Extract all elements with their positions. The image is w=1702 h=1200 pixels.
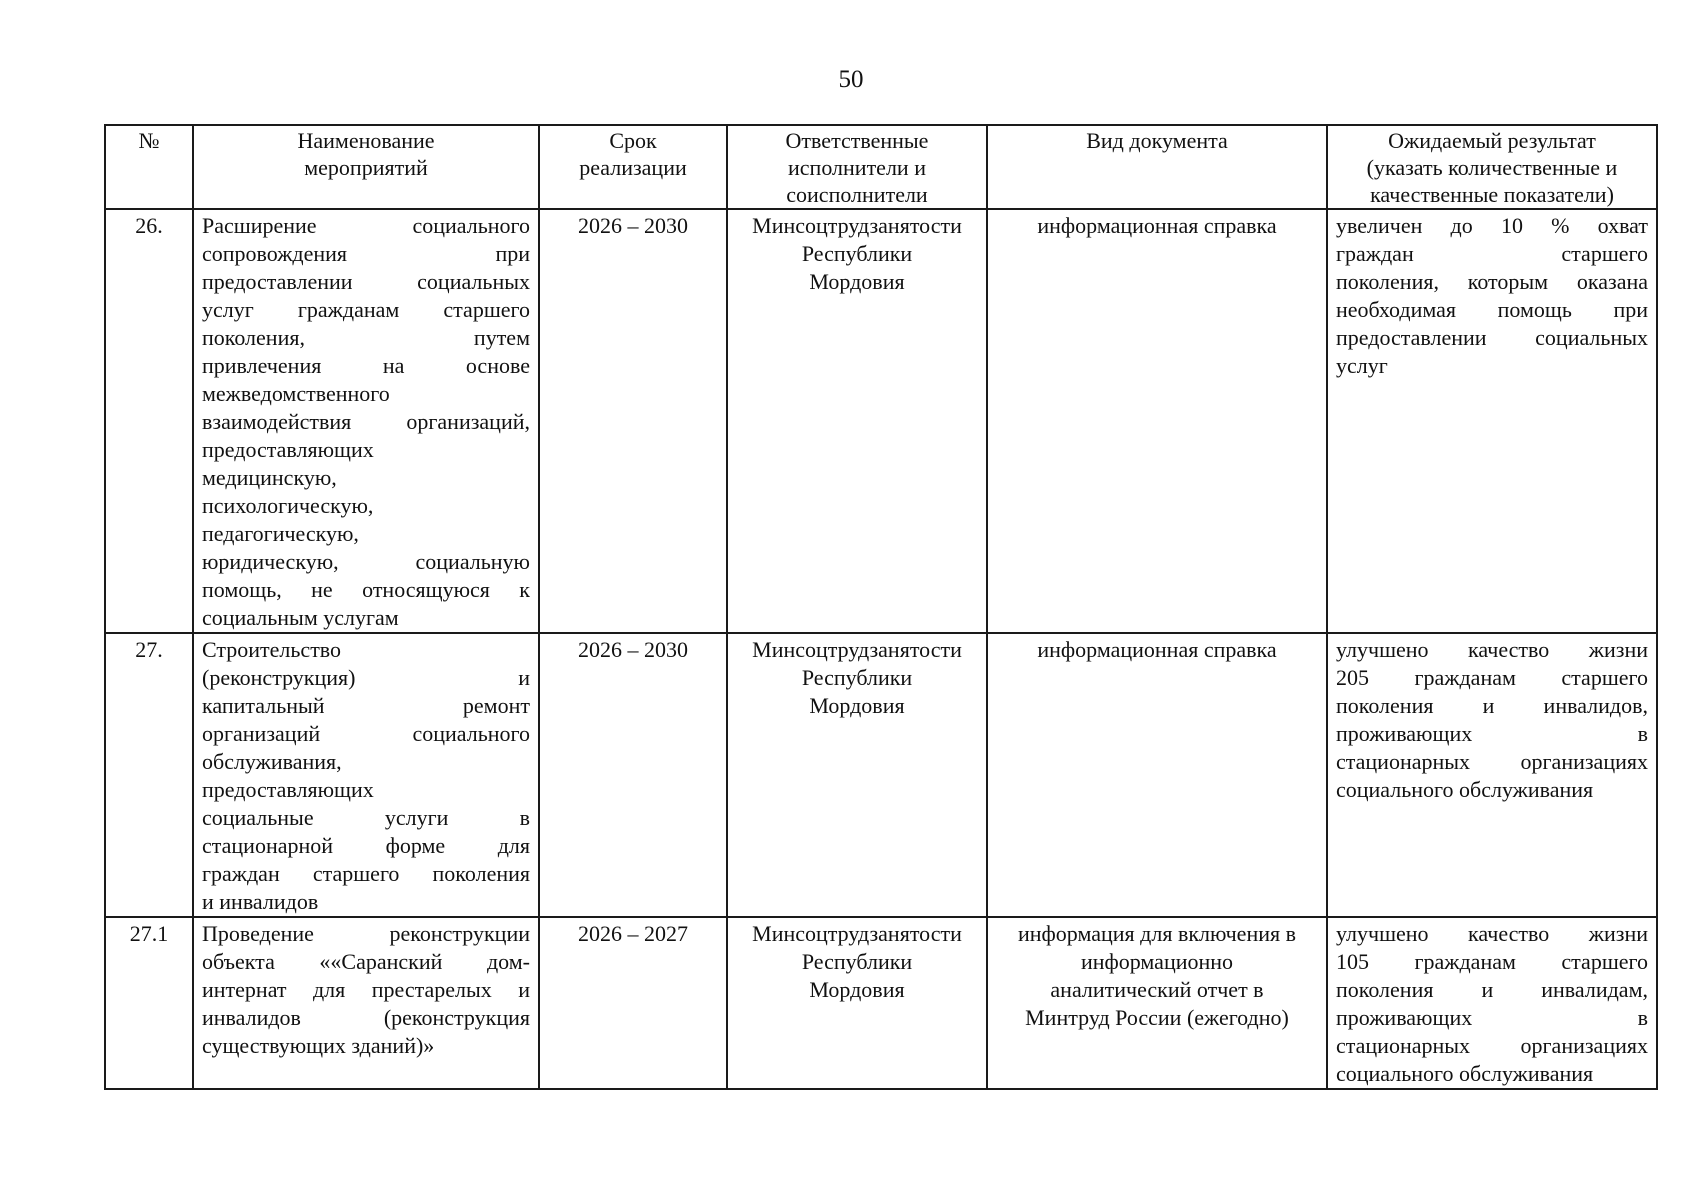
row-result-line: поколения, которым оказана [1336,269,1648,294]
row-doc-type [987,633,1327,917]
row-name-line: предоставляющих [202,437,374,462]
row-name-line: юридическую, социальную [202,549,530,574]
row-responsible-line: Минсоцтрудзанятости [752,637,962,662]
row-name [193,633,539,917]
row-responsible-line: Мордовия [809,977,905,1002]
row-doc-type [987,209,1327,633]
row-name-line: объекта ««Саранский дом- [202,949,530,974]
header-responsible-line: исполнители и [788,155,926,180]
header-result-line: качественные показатели) [1370,182,1614,207]
row-result-line: граждан старшего [1336,241,1648,266]
row-name [193,917,539,1089]
row-result-line: проживающих в [1336,721,1648,746]
table-row [105,209,1657,633]
header-period [539,125,727,209]
row-number: 26. [105,209,193,633]
header-period-line: реализации [579,155,687,180]
row-name-line: Расширение социального [202,213,530,238]
row-result [1327,633,1657,917]
row-name-line: социальные услуги в [202,805,530,830]
row-result-line: поколения и инвалидов, [1336,693,1648,718]
header-doc-type [987,125,1327,209]
row-doc-type-line: Минтруд России (ежегодно) [1025,1005,1289,1030]
row-number: 27.1 [105,917,193,1089]
row-number: 27. [105,633,193,917]
row-doc-type-line: информационная справка [1037,637,1277,662]
row-result-line: необходимая помощь при [1336,297,1648,322]
row-name-line: социальным услугам [202,605,399,630]
row-responsible-line: Республики [801,241,913,266]
header-name [193,125,539,209]
row-name-line: предоставляющих [202,777,374,802]
row-name-line: (реконструкция) и [202,665,530,690]
row-result-line: услуг [1336,353,1388,378]
header-result [1327,125,1657,209]
header-result-line: Ожидаемый результат [1388,128,1596,153]
row-name-line: интернат для престарелых и [202,977,530,1002]
row-doc-type-line: информация для включения в [1018,921,1296,946]
row-result-line: улучшено качество жизни [1336,637,1648,662]
header-name-line: Наименование [297,128,435,153]
row-name-line: Строительство [202,637,342,662]
row-responsible [727,917,987,1089]
row-name-line: медицинскую, [202,465,337,490]
row-name-line: услуг гражданам старшего [202,297,530,322]
header-responsible-line: соисполнители [786,182,928,207]
row-name-line: поколения, путем [202,325,530,350]
header-period-line: Срок [609,128,657,153]
row-responsible [727,209,987,633]
row-doc-type-line: аналитический отчет в [1050,977,1264,1002]
row-period: 2026 – 2027 [539,917,727,1089]
row-result-line: социального обслуживания [1336,1061,1594,1086]
row-name-line: инвалидов (реконструкция [202,1005,530,1030]
row-doc-type-line: информационная справка [1037,213,1277,238]
header-result-line: (указать количественные и [1366,155,1618,180]
row-result-line: увеличен до 10 % охват [1336,213,1648,238]
row-doc-type-line: информационно [1080,949,1234,974]
row-name-line: Проведение реконструкции [202,921,530,946]
page-number: 50 [838,66,864,93]
header-number: № [105,125,193,209]
row-result-line: проживающих в [1336,1005,1648,1030]
row-result-line: предоставлении социальных [1336,325,1648,350]
row-responsible-line: Минсоцтрудзанятости [752,213,962,238]
row-period: 2026 – 2030 [539,633,727,917]
row-name-line: обслуживания, [202,749,342,774]
header-name-line: мероприятий [304,155,428,180]
row-name-line: организаций социального [202,721,530,746]
row-name-line: педагогическую, [202,521,359,546]
row-responsible-line: Республики [801,949,913,974]
header-responsible-line: Ответственные [785,128,929,153]
row-result-line: стационарных организациях [1336,1033,1648,1058]
row-result-line: улучшено качество жизни [1336,921,1648,946]
table-header-row [105,125,1657,209]
row-name-line: капитальный ремонт [202,693,530,718]
row-result-line: 205 гражданам старшего [1336,665,1648,690]
row-doc-type [987,917,1327,1089]
row-responsible-line: Мордовия [809,269,905,294]
row-responsible-line: Республики [801,665,913,690]
row-result-line: стационарных организациях [1336,749,1648,774]
table-row [105,633,1657,917]
row-name-line: привлечения на основе [202,353,530,378]
row-name-line: стационарной форме для [202,833,530,858]
row-result-line: социального обслуживания [1336,777,1594,802]
header-doc-type-line: Вид документа [1086,128,1228,153]
row-name-line: граждан старшего поколения [202,861,530,886]
row-name-line: взаимодействия организаций, [202,409,530,434]
row-name-line: помощь, не относящуюся к [202,577,530,602]
row-responsible-line: Минсоцтрудзанятости [752,921,962,946]
row-period: 2026 – 2030 [539,209,727,633]
row-result [1327,209,1657,633]
row-responsible-line: Мордовия [809,693,905,718]
row-name-line: и инвалидов [202,889,319,914]
row-name-line: предоставлении социальных [202,269,530,294]
row-result-line: 105 гражданам старшего [1336,949,1648,974]
row-responsible [727,633,987,917]
row-result [1327,917,1657,1089]
row-name-line: существующих зданий)» [202,1033,435,1058]
row-name [193,209,539,633]
table-row [105,917,1657,1089]
measures-table [104,124,1658,1090]
row-name-line: межведомственного [202,381,390,406]
row-result-line: поколения и инвалидам, [1336,977,1648,1002]
row-name-line: психологическую, [202,493,374,518]
header-responsible [727,125,987,209]
row-name-line: сопровождения при [202,241,530,266]
